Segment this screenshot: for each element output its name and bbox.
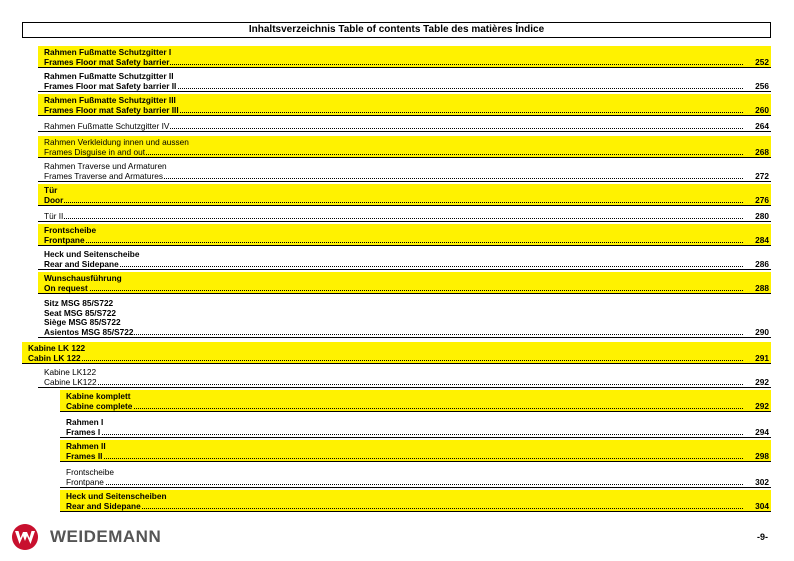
entry-underline [60, 411, 771, 412]
toc-entry-label: Frames II [66, 450, 103, 461]
entry-underline [38, 67, 771, 68]
dot-leader [66, 508, 743, 509]
toc-entry[interactable] [60, 440, 771, 462]
dot-leader [44, 202, 743, 203]
toc-entry-label: Frontscheibe [44, 225, 97, 235]
entry-underline [38, 337, 771, 338]
toc-entry-label: Rahmen Verkleidung innen und aussen [44, 137, 189, 147]
entry-underline [38, 91, 771, 92]
toc-entry-label: Rahmen I [66, 417, 104, 427]
entry-underline [38, 387, 771, 388]
dot-leader [66, 484, 743, 485]
page-number: -9- [757, 532, 768, 542]
toc-entry-label: Door [44, 194, 64, 205]
toc-entry[interactable] [38, 296, 771, 338]
toc-entry-label: Frontscheibe [66, 467, 114, 477]
entry-underline [38, 293, 771, 294]
toc-entry[interactable] [22, 342, 771, 364]
toc-entry-label: Rahmen II [66, 441, 106, 451]
toc-entry-label: Seat MSG 85/S722 [44, 307, 116, 318]
toc-entry[interactable] [38, 94, 771, 116]
toc-entry-page: 304 [755, 500, 769, 511]
toc-entry-page: 292 [755, 400, 769, 411]
toc-entry-label: Rahmen Fußmatte Schutzgitter I [44, 47, 172, 57]
dot-leader [44, 290, 743, 291]
dot-leader [44, 266, 743, 267]
toc-entry[interactable] [60, 416, 771, 438]
toc-entry[interactable] [38, 136, 771, 158]
toc-header: Inhaltsverzeichnis Table of contents Table des matières Índice [22, 22, 771, 38]
toc-entry-page: 291 [755, 352, 769, 363]
toc-entry-page: 302 [755, 476, 769, 487]
toc-entry-page: 260 [755, 104, 769, 115]
toc-entry-label: Tür [44, 185, 58, 195]
entry-underline [38, 181, 771, 182]
toc-entry[interactable] [60, 466, 771, 488]
toc-entry-page: 292 [755, 376, 769, 387]
toc-entry-label: Rear and Sidepane [66, 500, 141, 511]
toc-entry-label: Frames Traverse and Armatures [44, 170, 163, 181]
toc-entry-label: Rahmen Fußmatte Schutzgitter II [44, 71, 174, 81]
toc-entry-page: 256 [755, 80, 769, 91]
entry-underline [22, 363, 771, 364]
toc-entry-label: Rahmen Fußmatte Schutzgitter IV [44, 120, 170, 131]
toc-entry-page: 252 [755, 56, 769, 67]
toc-entry-page: 264 [755, 120, 769, 131]
toc-entry-page: 268 [755, 146, 769, 157]
toc-entry[interactable] [38, 272, 771, 294]
toc-entry-label: Kabine komplett [66, 391, 131, 401]
entry-underline [38, 269, 771, 270]
entry-underline [38, 131, 771, 132]
entry-underline [38, 245, 771, 246]
toc-entry-label: Rear and Sidepane [44, 258, 119, 269]
toc-entry[interactable] [38, 46, 771, 68]
entry-underline [60, 437, 771, 438]
toc-entry-label: Frames Disguise in and out [44, 146, 145, 157]
toc-entry-label: Heck und Seitenscheibe [44, 249, 140, 259]
toc-entry-label: Tür II [44, 210, 64, 221]
toc-entry-page: 298 [755, 450, 769, 461]
toc-entry-label: Cabin LK 122 [28, 352, 81, 363]
toc-entry-label: Kabine LK 122 [28, 343, 86, 353]
dot-leader [44, 334, 743, 335]
toc-entry[interactable] [38, 208, 771, 222]
toc-entry-label: Asientos MSG 85/S722 [44, 326, 134, 337]
weidemann-logo [6, 522, 186, 552]
dot-leader [44, 242, 743, 243]
toc-entry-page: 276 [755, 194, 769, 205]
toc-entry-label: Kabine LK122 [44, 367, 97, 377]
toc-entry-label: Heck und Seitenscheiben [66, 491, 167, 501]
entry-underline [60, 511, 771, 512]
toc-entry-label: Rahmen Fußmatte Schutzgitter III [44, 95, 176, 105]
entry-underline [60, 461, 771, 462]
entry-underline [38, 115, 771, 116]
toc-entry-label: Frames Floor mat Safety barrier [44, 56, 170, 67]
toc-entry[interactable] [38, 366, 771, 388]
dot-leader [66, 458, 743, 459]
dot-leader [44, 384, 743, 385]
dot-leader [28, 360, 743, 361]
toc-entry-page: 280 [755, 210, 769, 221]
toc-entry-page: 290 [755, 326, 769, 337]
toc-entry-label: Cabine complete [66, 400, 133, 411]
toc-entry-page: 284 [755, 234, 769, 245]
toc-entry-label: Frames Floor mat Safety barrier III [44, 104, 179, 115]
entry-underline [38, 157, 771, 158]
toc-entry[interactable] [38, 70, 771, 92]
entry-underline [38, 221, 771, 222]
toc-entry-label: Frontpane [44, 234, 85, 245]
toc-entry-page: 272 [755, 170, 769, 181]
toc-entry-label: Siège MSG 85/S722 [44, 317, 121, 327]
toc-entry[interactable] [60, 490, 771, 512]
weidemann-logo-icon [6, 522, 44, 552]
dot-leader [66, 408, 743, 409]
toc-entry[interactable] [38, 224, 771, 246]
entry-underline [38, 205, 771, 206]
entry-underline [60, 487, 771, 488]
toc-entry-label: Wunschausführung [44, 273, 122, 283]
toc-entry[interactable] [38, 248, 771, 270]
toc-entry[interactable] [38, 160, 771, 182]
dot-leader [66, 434, 743, 435]
toc-entry-page: 286 [755, 258, 769, 269]
toc-entry-label: Sitz MSG 85/S722 [44, 298, 114, 308]
toc-entry-page: 288 [755, 282, 769, 293]
toc-entry-label: Rahmen Traverse und Armaturen [44, 161, 167, 171]
dot-leader [44, 218, 743, 219]
toc-entry-label: Frontpane [66, 476, 104, 487]
toc-entry-label: Frames Floor mat Safety barrier II [44, 80, 177, 91]
brand-name: WEIDEMANN [50, 527, 162, 546]
toc-entry[interactable] [60, 390, 771, 412]
toc-entry-page: 294 [755, 426, 769, 437]
toc-entry-label: On request [44, 282, 88, 293]
toc-entry-label: Cabine LK122 [44, 376, 97, 387]
toc-entry-label: Frames I [66, 426, 101, 437]
toc-entry[interactable] [38, 118, 771, 132]
toc-entry[interactable] [38, 184, 771, 206]
dot-leader [44, 154, 743, 155]
